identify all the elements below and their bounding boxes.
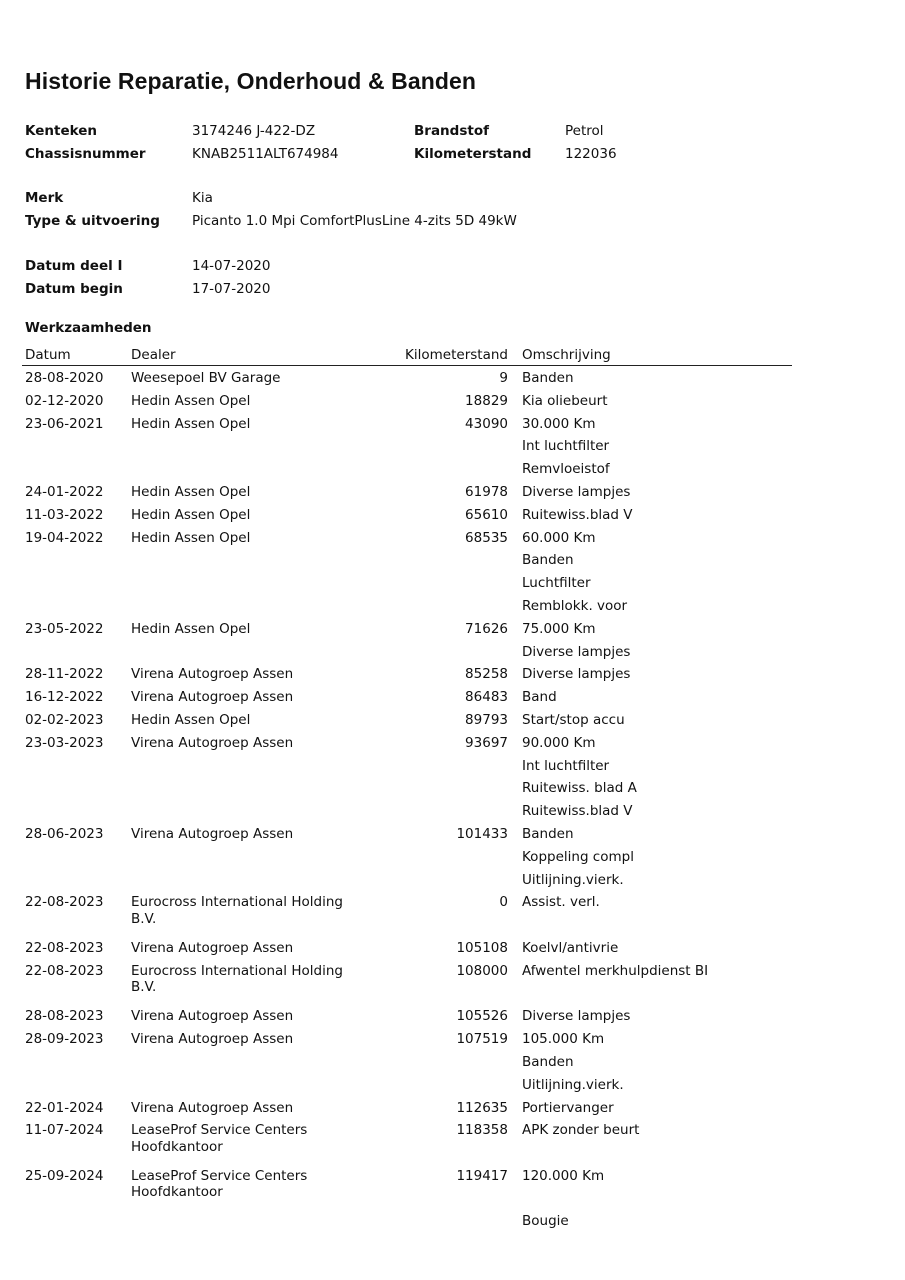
model-values xyxy=(192,187,517,233)
row-dealer: Hedin Assen Opel xyxy=(131,415,251,432)
omschrijving-line: Assist. verl. xyxy=(522,894,600,911)
table-header xyxy=(0,344,905,366)
row-date: 11-03-2022 xyxy=(25,506,104,523)
column-header-kilometerstand: Kilometerstand xyxy=(405,347,508,363)
omschrijving-line: 75.000 Km xyxy=(522,620,596,637)
row-date: 22-08-2023 xyxy=(25,894,104,911)
vehicle-labels-2 xyxy=(414,120,531,166)
omschrijving-line: APK zonder beurt xyxy=(522,1122,640,1139)
row-date: 11-07-2024 xyxy=(25,1122,104,1139)
vehicle-values-1 xyxy=(192,120,338,166)
row-omschrijving xyxy=(522,686,557,709)
row-dealer: Hedin Assen Opel xyxy=(131,529,251,546)
table-row xyxy=(0,618,905,664)
row-kilometerstand: 101433 xyxy=(456,825,508,842)
vehicle-labels-1 xyxy=(25,120,146,166)
row-omschrijving xyxy=(522,732,637,823)
table-row xyxy=(0,663,905,686)
row-dealer: Virena Autogroep Assen xyxy=(131,689,294,706)
row-dealer: Virena Autogroep Assen xyxy=(131,1099,294,1116)
table-row xyxy=(0,960,905,1006)
table-row xyxy=(0,823,905,891)
table-row xyxy=(0,891,905,937)
row-omschrijving xyxy=(522,960,708,983)
row-omschrijving xyxy=(522,823,634,891)
row-date: 02-02-2023 xyxy=(25,711,104,728)
table-row xyxy=(0,413,905,481)
row-kilometerstand: 65610 xyxy=(465,506,508,523)
row-omschrijving xyxy=(522,367,574,390)
merk-label: Merk xyxy=(25,190,64,206)
table-row xyxy=(0,527,905,618)
table-row xyxy=(0,1028,905,1096)
omschrijving-line: 105.000 Km xyxy=(522,1031,605,1048)
row-kilometerstand: 93697 xyxy=(465,734,508,751)
row-dealer: Eurocross International Holding B.V. xyxy=(131,894,343,927)
omschrijving-line: Diverse lampjes xyxy=(522,483,631,500)
chassis-label: Chassisnummer xyxy=(25,145,146,162)
row-omschrijving xyxy=(522,709,625,732)
row-dealer: Hedin Assen Opel xyxy=(131,711,251,728)
row-kilometerstand: 105108 xyxy=(456,939,508,956)
datum-begin-label: Datum begin xyxy=(25,280,123,297)
table-row xyxy=(0,1005,905,1028)
row-omschrijving xyxy=(522,1005,630,1028)
row-kilometerstand: 43090 xyxy=(465,415,508,432)
row-kilometerstand: 0 xyxy=(499,894,508,911)
omschrijving-line: Diverse lampjes xyxy=(522,643,631,660)
omschrijving-line: 60.000 Km xyxy=(522,529,596,546)
omschrijving-line: Int luchtfilter xyxy=(522,757,610,774)
row-date: 22-08-2023 xyxy=(25,962,104,979)
row-dealer: LeaseProf Service Centers Hoofdkantoor xyxy=(131,1122,308,1155)
omschrijving-line: Uitlijning.vierk. xyxy=(522,871,624,888)
row-kilometerstand: 89793 xyxy=(465,711,508,728)
row-date: 23-05-2022 xyxy=(25,620,104,637)
row-omschrijving xyxy=(522,618,630,664)
row-date: 22-01-2024 xyxy=(25,1099,104,1116)
column-header-omschrijving: Omschrijving xyxy=(522,347,611,363)
column-header-dealer: Dealer xyxy=(131,347,176,363)
omschrijving-line: Afwentel merkhulpdienst BI xyxy=(522,962,709,979)
omschrijving-line: 90.000 Km xyxy=(522,734,596,751)
omschrijving-line: Bougie xyxy=(522,1213,569,1230)
row-dealer: Virena Autogroep Assen xyxy=(131,1031,294,1048)
row-omschrijving xyxy=(522,413,610,481)
row-omschrijving xyxy=(522,891,600,914)
kenteken-label: Kenteken xyxy=(25,123,97,139)
type-value: Picanto 1.0 Mpi ComfortPlusLine 4-zits 5D 49kW xyxy=(192,212,517,229)
date-labels xyxy=(25,255,123,301)
row-omschrijving xyxy=(522,504,633,527)
row-dealer: Hedin Assen Opel xyxy=(131,483,251,500)
row-date: 16-12-2022 xyxy=(25,689,104,706)
row-date: 19-04-2022 xyxy=(25,529,104,546)
row-omschrijving xyxy=(522,937,618,960)
omschrijving-line: Ruitewiss. blad A xyxy=(522,780,637,797)
row-dealer: Virena Autogroep Assen xyxy=(131,734,294,751)
row-kilometerstand: 112635 xyxy=(456,1099,508,1116)
row-kilometerstand: 119417 xyxy=(456,1167,508,1184)
werkzaamheden-table xyxy=(0,367,905,1233)
omschrijving-line: Remblokk. voor xyxy=(522,597,628,614)
column-header-datum: Datum xyxy=(25,347,71,363)
omschrijving-line: Kia oliebeurt xyxy=(522,392,608,409)
omschrijving-line: Remvloeistof xyxy=(522,461,610,478)
row-kilometerstand: 105526 xyxy=(456,1008,508,1025)
row-date: 28-09-2023 xyxy=(25,1031,104,1048)
row-omschrijving xyxy=(522,481,630,504)
omschrijving-line: Banden xyxy=(522,825,574,842)
omschrijving-line: Uitlijning.vierk. xyxy=(522,1076,624,1093)
row-dealer: Hedin Assen Opel xyxy=(131,506,251,523)
datum-deel-label: Datum deel I xyxy=(25,258,123,274)
table-row xyxy=(0,390,905,413)
omschrijving-line: Koppeling compl xyxy=(522,848,634,865)
row-kilometerstand: 108000 xyxy=(456,962,508,979)
table-row xyxy=(0,504,905,527)
row-date: 02-12-2020 xyxy=(25,392,104,409)
werkzaamheden-heading: Werkzaamheden xyxy=(25,320,152,336)
kenteken-value: 3174246 J-422-DZ xyxy=(192,123,316,139)
row-omschrijving xyxy=(522,527,627,618)
brandstof-label: Brandstof xyxy=(414,123,489,139)
kilometerstand-value: 122036 xyxy=(565,145,617,162)
row-date: 22-08-2023 xyxy=(25,939,104,956)
row-omschrijving xyxy=(522,390,608,413)
omschrijving-line: 30.000 Km xyxy=(522,415,596,432)
datum-begin-value: 17-07-2020 xyxy=(192,280,271,297)
omschrijving-line: Koelvl/antivrie xyxy=(522,939,619,956)
table-row xyxy=(0,1097,905,1120)
table-row xyxy=(0,709,905,732)
omschrijving-line: Banden xyxy=(522,552,574,569)
row-kilometerstand: 61978 xyxy=(465,483,508,500)
vehicle-values-2 xyxy=(565,120,617,166)
date-values xyxy=(192,255,270,301)
table-row xyxy=(0,1119,905,1165)
row-omschrijving xyxy=(522,1028,624,1096)
row-date: 23-03-2023 xyxy=(25,734,104,751)
row-dealer: LeaseProf Service Centers Hoofdkantoor xyxy=(131,1167,308,1201)
header-divider xyxy=(22,365,792,366)
row-dealer: Hedin Assen Opel xyxy=(131,620,251,637)
row-date: 28-08-2023 xyxy=(25,1008,104,1025)
row-kilometerstand: 107519 xyxy=(456,1031,508,1048)
omschrijving-line: 120.000 Km xyxy=(522,1167,605,1184)
brandstof-value: Petrol xyxy=(565,123,604,139)
row-kilometerstand: 118358 xyxy=(456,1122,508,1139)
row-omschrijving xyxy=(522,1119,639,1142)
row-dealer: Virena Autogroep Assen xyxy=(131,825,294,842)
omschrijving-line: Diverse lampjes xyxy=(522,666,631,683)
table-row xyxy=(0,481,905,504)
kilometerstand-label: Kilometerstand xyxy=(414,145,532,162)
omschrijving-line: Banden xyxy=(522,1053,574,1070)
row-kilometerstand: 85258 xyxy=(465,666,508,683)
row-date: 23-06-2021 xyxy=(25,415,104,432)
row-date: 28-08-2020 xyxy=(25,370,104,386)
row-dealer: Eurocross International Holding B.V. xyxy=(131,962,343,996)
row-date: 28-06-2023 xyxy=(25,825,104,842)
row-omschrijving xyxy=(522,1165,604,1233)
chassis-value: KNAB2511ALT674984 xyxy=(192,145,339,162)
row-omschrijving xyxy=(522,1097,614,1120)
omschrijving-line: Portiervanger xyxy=(522,1099,614,1116)
row-dealer: Virena Autogroep Assen xyxy=(131,1008,294,1025)
omschrijving-line: Ruitewiss.blad V xyxy=(522,506,633,523)
datum-deel-value: 14-07-2020 xyxy=(192,258,271,274)
row-dealer: Weesepoel BV Garage xyxy=(131,370,281,386)
row-kilometerstand: 86483 xyxy=(465,689,508,706)
row-kilometerstand: 68535 xyxy=(465,529,508,546)
omschrijving-line: Banden xyxy=(522,370,574,386)
merk-value: Kia xyxy=(192,190,213,206)
table-row xyxy=(0,1165,905,1233)
row-dealer: Virena Autogroep Assen xyxy=(131,666,294,683)
omschrijving-line xyxy=(522,1188,604,1211)
row-kilometerstand: 71626 xyxy=(465,620,508,637)
table-row xyxy=(0,937,905,960)
table-row xyxy=(0,367,905,390)
row-kilometerstand: 18829 xyxy=(465,392,508,409)
model-labels xyxy=(25,187,160,233)
row-date: 28-11-2022 xyxy=(25,666,104,683)
row-dealer: Hedin Assen Opel xyxy=(131,392,251,409)
row-date: 25-09-2024 xyxy=(25,1167,104,1184)
omschrijving-line: Start/stop accu xyxy=(522,711,625,728)
omschrijving-line: Band xyxy=(522,689,557,706)
omschrijving-line: Int luchtfilter xyxy=(522,438,610,455)
table-row xyxy=(0,732,905,823)
row-date: 24-01-2022 xyxy=(25,483,104,500)
table-row xyxy=(0,686,905,709)
omschrijving-line: Ruitewiss.blad V xyxy=(522,803,633,820)
row-omschrijving xyxy=(522,663,630,686)
omschrijving-line: Diverse lampjes xyxy=(522,1008,631,1025)
omschrijving-line: Luchtfilter xyxy=(522,575,591,592)
page-title: Historie Reparatie, Onderhoud & Banden xyxy=(25,68,477,94)
row-kilometerstand: 9 xyxy=(499,370,508,386)
type-label: Type & uitvoering xyxy=(25,212,160,229)
row-dealer: Virena Autogroep Assen xyxy=(131,939,294,956)
